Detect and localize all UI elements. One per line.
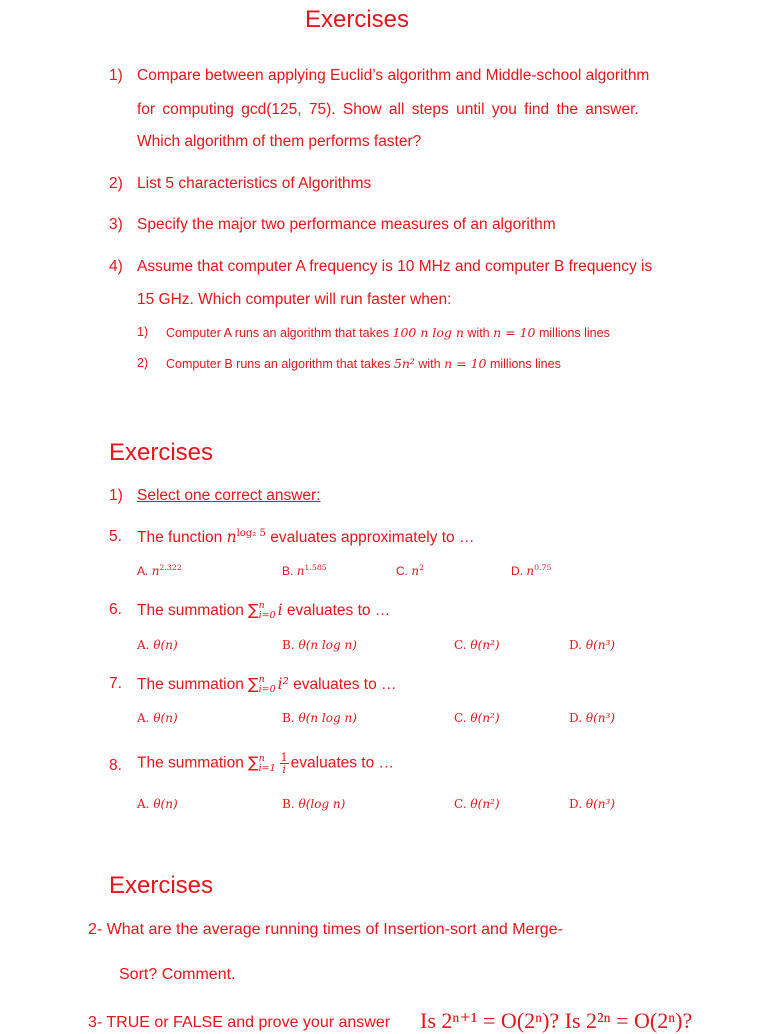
q6-option-d[interactable]: D. θ(n³)	[569, 638, 615, 652]
q3-number: 3)	[109, 216, 123, 233]
q2-text: List 5 characteristics of Algorithms	[137, 175, 372, 192]
q5-suffix: evaluates approximately to …	[265, 529, 475, 546]
q7-option-d[interactable]: D. θ(n³)	[569, 711, 615, 725]
q4-sub2-suffix: millions lines	[486, 357, 561, 371]
q7-option-a[interactable]: A. θ(n)	[137, 711, 178, 725]
q8-fraction: $\frac{1}{i}$	[280, 751, 288, 776]
q8-limits: n i=1	[258, 752, 276, 774]
q4-line1: Assume that computer A frequency is 10 MHz and computer B frequency is	[137, 258, 653, 275]
q8-number: 8.	[109, 757, 122, 774]
q7-limits: n i=0	[258, 674, 276, 695]
q5-option-a[interactable]: A. $n^{2.322}$	[137, 563, 182, 578]
q6-text	[137, 601, 390, 621]
q4-sub2-number: 2)	[137, 356, 149, 370]
q4-sub1-suffix: millions lines	[535, 326, 610, 340]
q4-sub1-prefix: Computer A runs an algorithm that takes	[166, 326, 393, 340]
q4-sub1-mid: with	[463, 326, 494, 340]
q5-option-d[interactable]: D. $n^{0.75}$	[511, 563, 552, 578]
sigma-symbol: ∑	[248, 753, 259, 772]
q6-number: 6.	[109, 601, 122, 618]
q6-limits: n i=0	[258, 600, 276, 621]
q4-sub2-cond: n = 10	[444, 356, 487, 371]
q4-sub2-expr: 5n²	[393, 356, 415, 371]
s2-q1-text: Select one correct answer:	[137, 487, 321, 504]
q5-option-c[interactable]: C. $n^2$	[396, 563, 425, 578]
q6-suffix: evaluates to …	[282, 602, 391, 620]
q8-suffix: evaluates to …	[290, 754, 395, 772]
q8-prefix: The summation	[137, 754, 249, 772]
q4-line2: 15 GHz. Which computer will run faster when:	[137, 291, 452, 308]
q5-expr-base: n	[226, 528, 237, 546]
q4-sub2-prefix: Computer B runs an algorithm that takes	[166, 357, 394, 371]
s2-q1-number: 1)	[109, 487, 123, 504]
q2-number: 2)	[109, 175, 123, 192]
q7-term: i²	[277, 675, 289, 694]
q4-sub1-text	[166, 325, 610, 340]
q4-sub2-mid: with	[414, 357, 445, 371]
q8-option-b[interactable]: B. θ(log n)	[282, 797, 346, 811]
q8-option-a[interactable]: A. θ(n)	[137, 797, 178, 811]
s3-q3-cut-text: 3- TRUE or FALSE and prove your answer	[88, 1014, 391, 1031]
q1-line2: for computing gcd(125, 75). Show all steps until you find the answer.	[137, 101, 639, 118]
s3-q3-cut-expr: Is 2ⁿ⁺¹ = O(2ⁿ)? Is 2²ⁿ = O(2ⁿ)?	[420, 1008, 693, 1033]
q8-option-d[interactable]: D. θ(n³)	[569, 797, 615, 811]
q1-number: 1)	[109, 67, 123, 84]
q5-prefix: The function	[137, 529, 227, 546]
q7-number: 7.	[109, 675, 122, 692]
q6-option-a[interactable]: A. θ(n)	[137, 638, 178, 652]
q1-line1: Compare between applying Euclid’s algorithm and Middle-school algorithm	[137, 67, 650, 84]
sigma-symbol: ∑	[248, 675, 259, 694]
section1-title: Exercises	[305, 6, 410, 33]
q6-term: i	[277, 601, 283, 620]
q7-option-b[interactable]: B. θ(n log n)	[282, 711, 357, 725]
s3-q2-line2: Sort? Comment.	[119, 966, 236, 983]
s3-q2-line1: 2- What are the average running times of Insertion-sort and Merge-	[88, 921, 563, 938]
q7-suffix: evaluates to …	[288, 676, 397, 694]
q4-sub1-expr: 100 n log n	[392, 325, 464, 340]
q7-option-c[interactable]: C. θ(n²)	[454, 711, 500, 725]
q5-text	[137, 528, 474, 547]
q7-text	[137, 675, 397, 695]
q3-text: Specify the major two performance measures of an algorithm	[137, 216, 556, 233]
q7-prefix: The summation	[137, 676, 249, 694]
q4-sub2-text	[166, 356, 561, 371]
q4-sub1-cond: n = 10	[493, 325, 536, 340]
q1-line3: Which algorithm of them performs faster?	[137, 133, 422, 150]
q6-option-b[interactable]: B. θ(n log n)	[282, 638, 357, 652]
sigma-symbol: ∑	[248, 601, 259, 620]
section2-title: Exercises	[109, 439, 214, 466]
q5-number: 5.	[109, 528, 122, 545]
section3-title: Exercises	[109, 872, 214, 899]
q6-prefix: The summation	[137, 602, 249, 620]
q4-sub1-number: 1)	[137, 325, 149, 339]
q8-text	[137, 752, 394, 775]
q5-expr-exp: log₂ 5	[236, 527, 266, 539]
q8-option-c[interactable]: C. θ(n²)	[454, 797, 500, 811]
q4-number: 4)	[109, 258, 123, 275]
q5-option-b[interactable]: B. $n^{1.585}$	[282, 563, 327, 578]
q6-option-c[interactable]: C. θ(n²)	[454, 638, 500, 652]
